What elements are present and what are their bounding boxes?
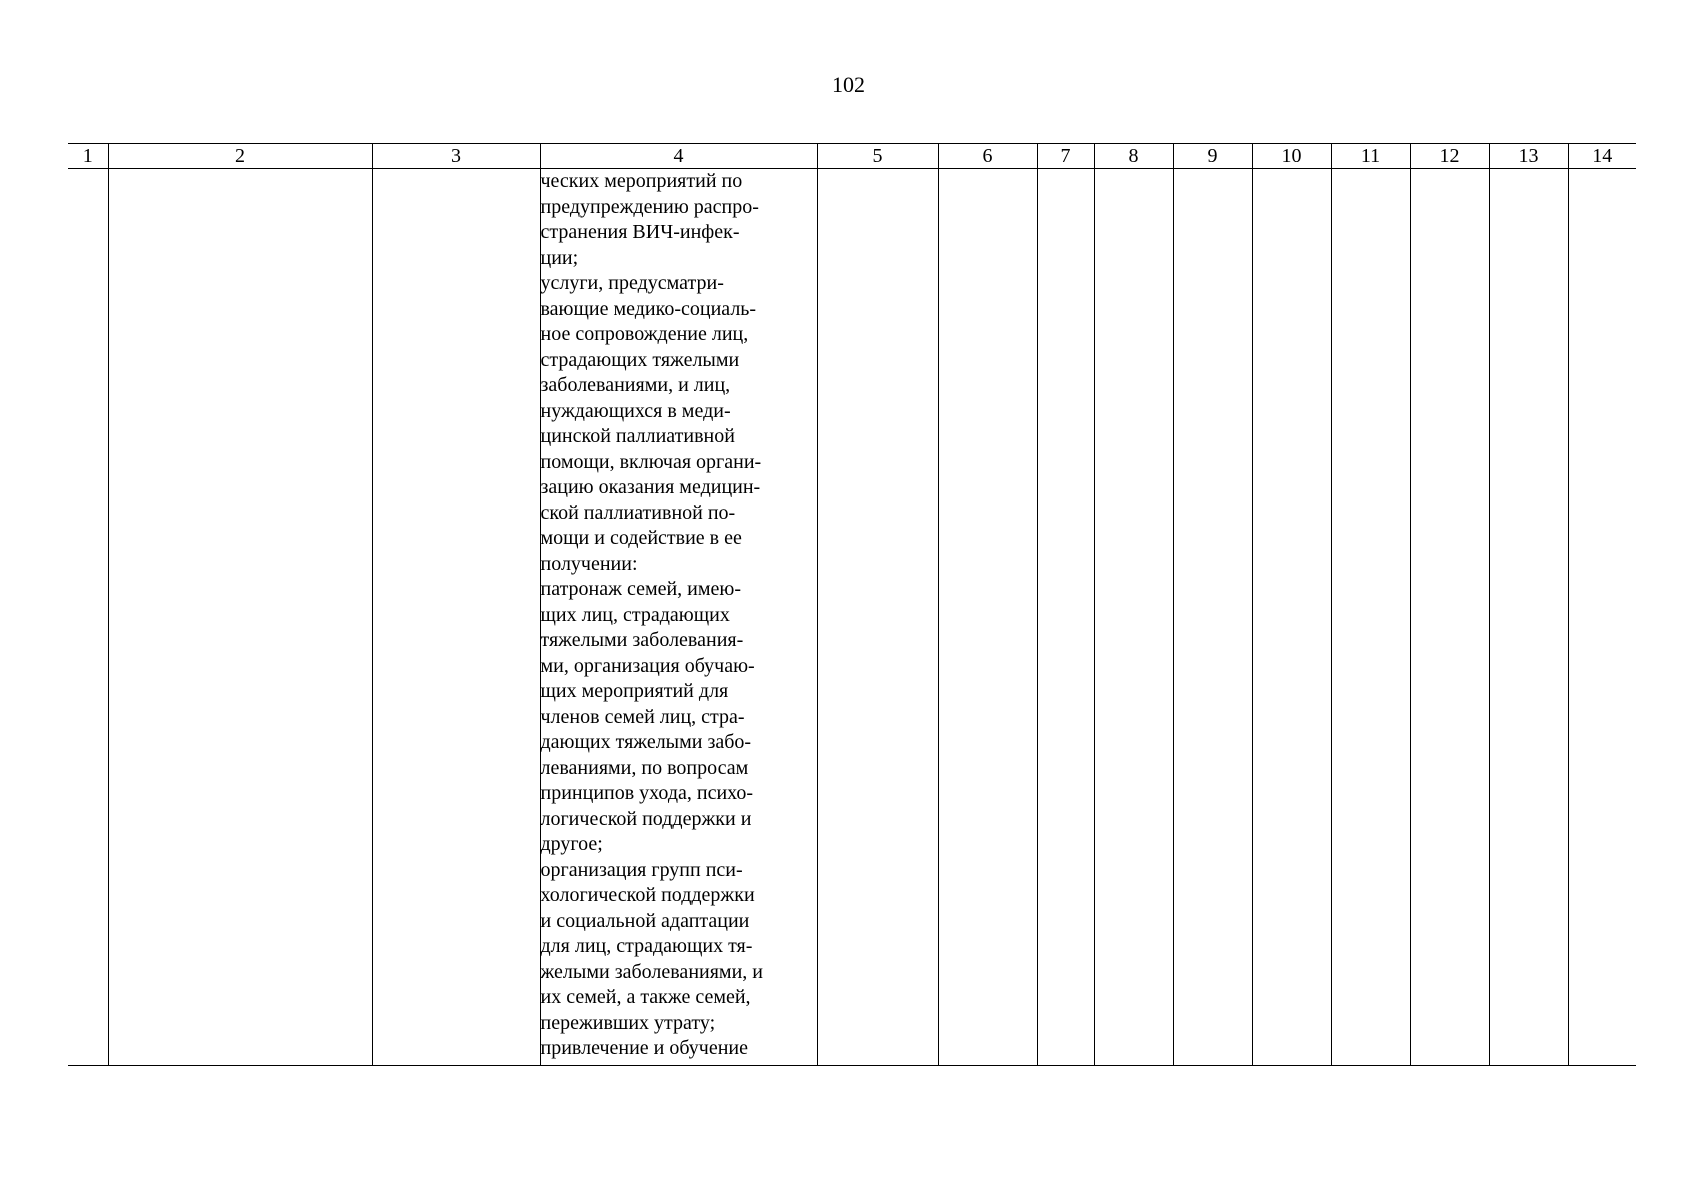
text-line: цинской паллиативной xyxy=(540,425,735,447)
text-line: помощи, включая органи- xyxy=(540,450,762,473)
column-header-1: 1 xyxy=(68,144,108,169)
column-header-10: 10 xyxy=(1252,144,1331,169)
column-header-6: 6 xyxy=(938,144,1037,169)
text-line: предупреждению распро- xyxy=(540,195,759,218)
cell-col-3 xyxy=(372,169,540,1066)
text-line: услуги, предусматри- xyxy=(540,272,724,294)
cell-col-13 xyxy=(1489,169,1568,1066)
cell-col-10 xyxy=(1252,169,1331,1066)
text-line: получении: xyxy=(540,552,638,575)
cell-col-9 xyxy=(1173,169,1252,1066)
text-line: ми, организация обучаю- xyxy=(540,654,755,677)
cell-col-4-text xyxy=(541,169,817,1062)
text-line: хологической поддержки xyxy=(540,884,755,906)
document-table xyxy=(68,143,1636,1066)
cell-col-8 xyxy=(1094,169,1173,1066)
cell-col-4 xyxy=(540,169,817,1066)
cell-col-7 xyxy=(1037,169,1094,1066)
text-line: логической поддержки и xyxy=(540,807,752,830)
column-header-8: 8 xyxy=(1094,144,1173,169)
cell-col-5 xyxy=(817,169,938,1066)
text-line: нуждающихся в меди- xyxy=(540,399,731,422)
text-line: щих мероприятий для xyxy=(540,680,729,702)
text-line: леваниями, по вопросам xyxy=(540,756,749,779)
text-line: тяжелыми заболевания- xyxy=(540,629,744,651)
column-header-7: 7 xyxy=(1037,144,1094,169)
column-header-3: 3 xyxy=(372,144,540,169)
column-header-14: 14 xyxy=(1568,144,1636,169)
text-line: вающие медико-социаль- xyxy=(540,297,757,320)
text-line: щих лиц, страдающих xyxy=(540,603,730,626)
text-line: членов семей лиц, стра- xyxy=(540,705,745,728)
text-line: привлечение и обучение xyxy=(540,1037,748,1059)
text-line: заболеваниями, и лиц, xyxy=(540,374,731,396)
text-line: ческих мероприятий по xyxy=(540,170,743,192)
cell-col-11 xyxy=(1331,169,1410,1066)
text-line: странения ВИЧ-инфек- xyxy=(540,221,740,243)
text-line: мощи и содействие в ее xyxy=(540,527,742,549)
text-line: ное сопровождение лиц, xyxy=(540,323,749,345)
cell-col-12 xyxy=(1410,169,1489,1066)
table-row xyxy=(68,169,1636,1066)
header-row xyxy=(68,144,1636,169)
text-line: организация групп пси- xyxy=(540,858,743,881)
text-line: дающих тяжелыми забо- xyxy=(540,731,752,753)
text-line: переживших утрату; xyxy=(540,1011,716,1034)
column-header-13: 13 xyxy=(1489,144,1568,169)
text-line: ции; xyxy=(540,246,579,269)
text-line: патронаж семей, имею- xyxy=(540,578,742,600)
column-header-2: 2 xyxy=(108,144,372,169)
text-line: желыми заболеваниями, и xyxy=(540,960,763,983)
text-line: зацию оказания медицин- xyxy=(540,476,761,498)
cell-col-1 xyxy=(68,169,108,1066)
text-line: другое; xyxy=(540,833,603,855)
text-line: для лиц, страдающих тя- xyxy=(540,935,753,957)
text-line: и социальной адаптации xyxy=(540,909,750,932)
text-line: ской паллиативной по- xyxy=(540,501,736,524)
column-header-9: 9 xyxy=(1173,144,1252,169)
page-number: 102 xyxy=(832,72,865,97)
column-header-11: 11 xyxy=(1331,144,1410,169)
cell-col-6 xyxy=(938,169,1037,1066)
column-header-12: 12 xyxy=(1410,144,1489,169)
cell-col-14 xyxy=(1568,169,1636,1066)
column-header-5: 5 xyxy=(817,144,938,169)
cell-col-2 xyxy=(108,169,372,1066)
text-line: их семей, а также семей, xyxy=(540,986,751,1008)
text-line: принципов ухода, психо- xyxy=(540,782,754,804)
column-header-4: 4 xyxy=(540,144,817,169)
text-line: страдающих тяжелыми xyxy=(540,348,740,371)
